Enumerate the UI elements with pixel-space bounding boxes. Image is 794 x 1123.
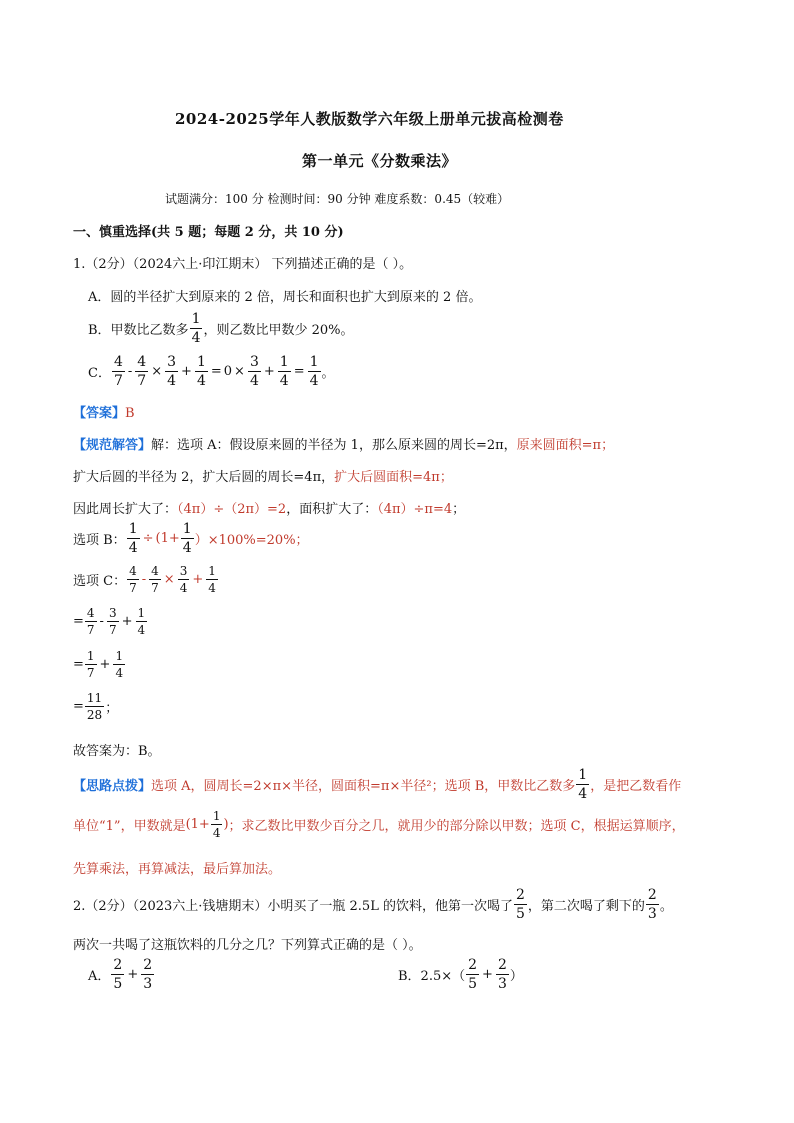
fraction: $\frac{1}{4}$ bbox=[191, 311, 201, 346]
solution-step-1: = $\frac{4}{7}$ - $\frac{3}{7}$ + $\frac{1}{4}$ bbox=[73, 606, 146, 637]
q1-option-c: C． $\frac{4}{7}$ - $\frac{4}{7}$ × $\frac{3}{4}$ + $\frac{1}{4}$ = 0 × $\frac{3}{4}$ + $\frac{1}{4}$ = $\frac{1}{4}$ 。 bbox=[88, 354, 335, 389]
answer-value: B bbox=[125, 406, 135, 421]
q2-option-a: A． $\frac{2}{5}$ + $\frac{2}{3}$ bbox=[88, 957, 153, 992]
solution-line-3: 因此周长扩大了：（4π）÷（2π）=2，面积扩大了：（4π）÷π=4； bbox=[73, 502, 466, 517]
hint-tag: 【思路点拨】 bbox=[73, 779, 152, 794]
solution-conclusion: 故答案为：B。 bbox=[73, 744, 161, 759]
question-1-stem: 1.（2分）（2024六上·印江期末） 下列描述正确的是（ ）。 bbox=[73, 257, 413, 272]
solution-line-1: 【规范解答】解：选项 A：假设原来圆的半径为 1，那么原来圆的周长=2π，原来圆面积=π； bbox=[73, 438, 615, 453]
solution-step-2: = $\frac{1}{7}$ + $\frac{1}{4}$ bbox=[73, 649, 124, 680]
answer-tag: 【答案】 bbox=[73, 406, 126, 421]
hint-line-2: 单位“1”，甲数就是 (1+ $\frac{1}{4}$ ) ；求乙数比甲数少百分之几，就用少的部分除以甲数；选项 C，根据运算顺序， bbox=[73, 809, 685, 840]
q1-option-b: B．甲数比乙数多 $\frac{1}{4}$ ，则乙数比甲数少 20%。 bbox=[88, 311, 354, 346]
question-2-stem: 2.（2分）（2023六上·钱塘期末）小明买了一瓶 2.5L 的饮料，他第一次喝了 $\frac{2}{5}$ ，第二次喝了剩下的 $\frac{2}{3}$ 。 bbox=[73, 887, 673, 922]
solution-option-b: 选项 B： $\frac{1}{4}$ ÷ (1+ $\frac{1}{4}$ ） ×100%=20%； bbox=[73, 521, 309, 556]
hint-line-1: 【思路点拨】 选项 A，圆周长=2×π×半径，圆面积=π×半径²；选项 B，甲数比乙数多 $\frac{1}{4}$ ，是把乙数看作 bbox=[73, 767, 682, 802]
document-title: 2024-2025学年人教版数学六年级上册单元拔高检测卷 bbox=[175, 110, 564, 128]
section-heading: 一、慎重选择(共 5 题；每题 2 分，共 10 分) bbox=[73, 225, 344, 240]
question-2-stem-line-2: 两次一共喝了这瓶饮料的几分之几？下列算式正确的是（ ）。 bbox=[73, 938, 422, 953]
solution-step-3: = $\frac{11}{28}$ ； bbox=[73, 691, 119, 722]
unit-subtitle: 第一单元《分数乘法》 bbox=[302, 152, 458, 170]
solution-line-2: 扩大后圆的半径为 2，扩大后圆的周长=4π，扩大后圆面积=4π； bbox=[73, 470, 453, 485]
hint-line-3: 先算乘法，再算减法，最后算加法。 bbox=[73, 862, 282, 877]
solution-option-c: 选项 C： $\frac{4}{7}$ - $\frac{4}{7}$ × $\frac{3}{4}$ + $\frac{1}{4}$ bbox=[73, 564, 216, 595]
q1-answer bbox=[73, 402, 135, 421]
exam-meta: 试题满分：100 分 检测时间：90 分钟 难度系数：0.45（较难） bbox=[165, 192, 510, 206]
solution-tag: 【规范解答】 bbox=[73, 438, 152, 453]
q1-option-a: A．圆的半径扩大到原来的 2 倍，周长和面积也扩大到原来的 2 倍。 bbox=[88, 290, 482, 305]
q2-option-b: B．2.5×（ $\frac{2}{5}$ + $\frac{2}{3}$ ） bbox=[398, 957, 523, 992]
